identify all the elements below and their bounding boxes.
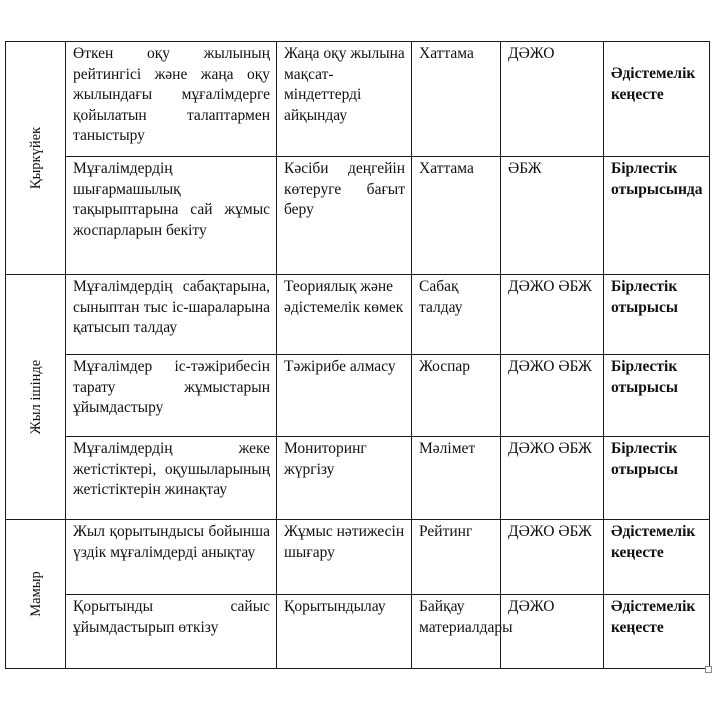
form-cell: Сабақ талдау xyxy=(412,275,501,355)
month-cell-during-year xyxy=(6,275,66,520)
responsible-cell: ӘБЖ xyxy=(501,157,604,275)
goal-cell: Теориялық және әдістемелік көмек xyxy=(277,275,412,355)
where-cell: Әдістемелік кеңесте xyxy=(604,520,710,595)
goal-cell: Кәсіби деңгейін көтеруге бағыт беру xyxy=(277,157,412,275)
table-row xyxy=(6,157,710,275)
form-cell: Жоспар xyxy=(412,355,501,437)
responsible-cell: ДӘЖО xyxy=(501,595,604,669)
work-plan-table xyxy=(5,41,710,669)
form-cell: Хаттама xyxy=(412,157,501,275)
where-cell: Бірлестік отырысы xyxy=(604,355,710,437)
responsible-cell: ДӘЖО ӘБЖ xyxy=(501,437,604,520)
content-cell: Мұғалімдердің сабақтарына, сыныптан тыс іс-шараларына қатысып талдау xyxy=(66,275,277,355)
goal-cell: Қорытындылау xyxy=(277,595,412,669)
month-label: Жыл ішінде xyxy=(27,359,44,435)
table-row xyxy=(6,275,710,355)
goal-cell: Мониторинг жүргізу xyxy=(277,437,412,520)
table-row xyxy=(6,355,710,437)
content-cell: Мұғалімдердің шығармашылық тақырыптарына сай жұмыс жоспарларын бекіту xyxy=(66,157,277,275)
content-cell: Жыл қорытындысы бойынша үздік мұғалімдерді анықтау xyxy=(66,520,277,595)
form-cell: Мәлімет xyxy=(412,437,501,520)
content-cell: Қорытынды сайыс ұйымдастырып өткізу xyxy=(66,595,277,669)
month-label: Қыркүйек xyxy=(27,126,44,190)
table-resize-handle[interactable] xyxy=(705,666,712,673)
goal-cell: Жұмыс нәтижесін шығару xyxy=(277,520,412,595)
table-row xyxy=(6,42,710,157)
form-cell: Рейтинг xyxy=(412,520,501,595)
responsible-cell: ДӘЖО ӘБЖ xyxy=(501,355,604,437)
responsible-cell: ДӘЖО ӘБЖ xyxy=(501,275,604,355)
month-cell-may xyxy=(6,520,66,669)
where-cell: Әдістемелік кеңесте xyxy=(604,595,710,669)
where-cell: Бірлестік отырысында xyxy=(604,157,710,275)
form-cell: Байқау материалдары xyxy=(412,595,501,669)
where-cell: Бірлестік отырысы xyxy=(604,275,710,355)
goal-cell: Тәжірибе алмасу xyxy=(277,355,412,437)
form-cell: Хаттама xyxy=(412,42,501,157)
month-cell-september xyxy=(6,42,66,275)
responsible-cell: ДӘЖО xyxy=(501,42,604,157)
where-cell: Әдістемелік кеңесте xyxy=(604,42,710,157)
content-cell: Мұғалімдер іс-тәжірибесін тарату жұмыстарын ұйымдастыру xyxy=(66,355,277,437)
responsible-cell: ДӘЖО ӘБЖ xyxy=(501,520,604,595)
goal-cell: Жаңа оқу жылына мақсат-міндеттерді айқындау xyxy=(277,42,412,157)
content-cell: Мұғалімдердің жеке жетістіктері, оқушыларының жетістіктерін жинақтау xyxy=(66,437,277,520)
where-cell: Бірлестік отырысы xyxy=(604,437,710,520)
content-cell: Өткен оқу жылының рейтингісі және жаңа оқу жылындағы мұғалімдерге қойылатын талаптармен таныстыру xyxy=(66,42,277,157)
table-row xyxy=(6,595,710,669)
table-row xyxy=(6,437,710,520)
table-row xyxy=(6,520,710,595)
month-label: Мамыр xyxy=(27,571,44,617)
